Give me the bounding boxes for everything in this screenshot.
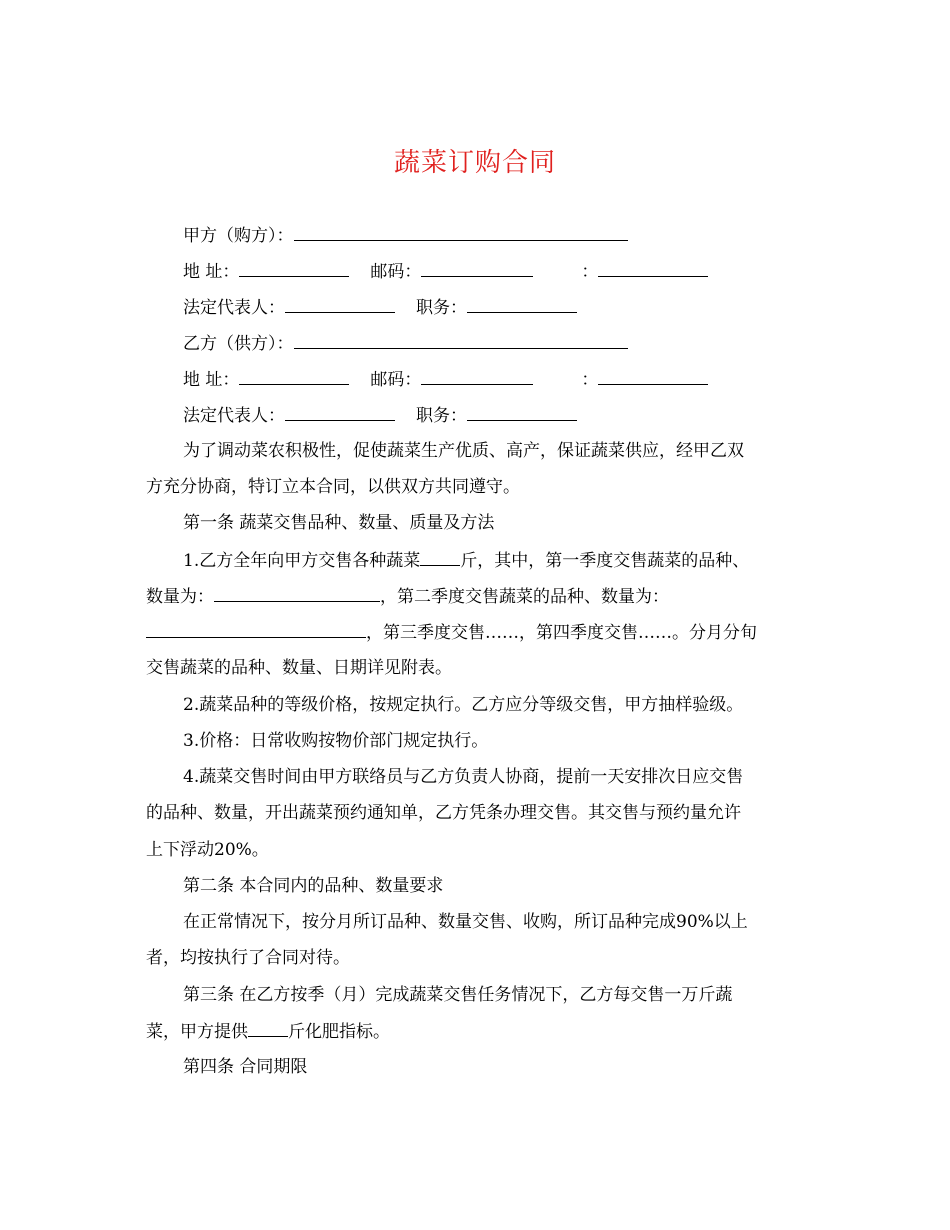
party-a-rep-label: 法定代表人： (183, 298, 285, 318)
party-a-position-blank (467, 296, 577, 313)
party-a-label: 甲方（购方）： (183, 226, 294, 246)
item-1-text-a: 1.乙方全年向甲方交售各种蔬菜 (183, 551, 421, 571)
article-1-item-1-line-3 (146, 621, 757, 644)
party-a-rep-line (183, 296, 577, 319)
item-1-annual-qty-blank (420, 549, 460, 566)
article-3-text-a: 菜，甲方提供 (146, 1022, 248, 1042)
party-b-address-line (183, 368, 708, 391)
party-a-rep-blank (285, 296, 395, 313)
party-a-address-line (183, 260, 708, 283)
article-1-item-4-line-2: 的品种、数量，开出蔬菜预约通知单，乙方凭条办理交售。其交售与预约量允许 (146, 803, 741, 823)
article-2-body-line-1: 在正常情况下，按分月所订品种、数量交售、收购，所订品种完成90%以上 (183, 912, 748, 932)
article-3-fertilizer-blank (248, 1020, 288, 1037)
party-b-phone-blank (598, 368, 708, 385)
article-1-item-3: 3.价格：日常收购按物价部门规定执行。 (183, 731, 489, 751)
party-a-phone-blank (598, 260, 708, 277)
item-1-l2-text-b: ，第二季度交售蔬菜的品种、数量为： (380, 587, 669, 607)
party-b-position-label: 职务： (416, 406, 467, 426)
item-1-q1-blank (214, 585, 380, 602)
item-1-q2-blank (146, 621, 366, 638)
party-a-phone-label: ： (581, 262, 599, 282)
party-b-blank (294, 332, 628, 349)
article-1-item-4-line-3: 上下浮动20%。 (146, 840, 269, 860)
article-3-body-line-2 (146, 1020, 390, 1043)
article-2-heading: 第二条 本合同内的品种、数量要求 (183, 876, 444, 896)
party-a-address-blank (239, 260, 349, 277)
party-a-line (183, 224, 628, 247)
article-1-item-1-line-2 (146, 585, 669, 608)
party-b-postcode-blank (421, 368, 533, 385)
party-a-blank (294, 224, 628, 241)
party-b-address-label: 地 址： (183, 370, 240, 390)
article-4-heading: 第四条 合同期限 (183, 1057, 308, 1077)
article-1-item-1-line-4: 交售蔬菜的品种、数量、日期详见附表。 (146, 658, 452, 678)
party-b-rep-blank (285, 404, 395, 421)
article-1-item-2: 2.蔬菜品种的等级价格，按规定执行。乙方应分等级交售，甲方抽样验级。 (183, 695, 744, 715)
intro-line-1: 为了调动菜农积极性，促使蔬菜生产优质、高产，保证蔬菜供应，经甲乙双 (183, 441, 744, 461)
party-b-position-blank (467, 404, 577, 421)
article-1-item-1-line-1 (183, 549, 749, 572)
article-1-item-4-line-1: 4.蔬菜交售时间由甲方联络员与乙方负责人协商，提前一天安排次日应交售 (183, 767, 744, 787)
item-1-l2-text-a: 数量为： (146, 587, 214, 607)
party-a-position-label: 职务： (416, 298, 467, 318)
party-b-address-blank (239, 368, 349, 385)
article-2-body-line-2: 者，均按执行了合同对待。 (146, 948, 350, 968)
item-1-text-b: 斤，其中，第一季度交售蔬菜的品种、 (460, 551, 750, 571)
article-3-body-line-1: 第三条 在乙方按季（月）完成蔬菜交售任务情况下，乙方每交售一万斤蔬 (183, 985, 733, 1005)
party-b-postcode-label: 邮码： (370, 370, 422, 390)
party-b-line (183, 332, 628, 355)
party-a-postcode-blank (421, 260, 533, 277)
party-a-address-label: 地 址： (183, 262, 240, 282)
party-b-rep-line (183, 404, 577, 427)
article-1-heading: 第一条 蔬菜交售品种、数量、质量及方法 (183, 513, 495, 533)
item-1-l3-text: ，第三季度交售……，第四季度交售……。分月分旬 (366, 623, 757, 643)
party-b-phone-label: ： (581, 370, 599, 390)
party-b-rep-label: 法定代表人： (183, 406, 285, 426)
party-a-postcode-label: 邮码： (370, 262, 422, 282)
intro-line-2: 方充分协商，特订立本合同，以供双方共同遵守。 (146, 477, 520, 497)
article-3-text-b: 斤化肥指标。 (288, 1022, 390, 1042)
party-b-label: 乙方（供方）： (183, 334, 294, 354)
document-title: 蔬菜订购合同 (393, 148, 556, 178)
